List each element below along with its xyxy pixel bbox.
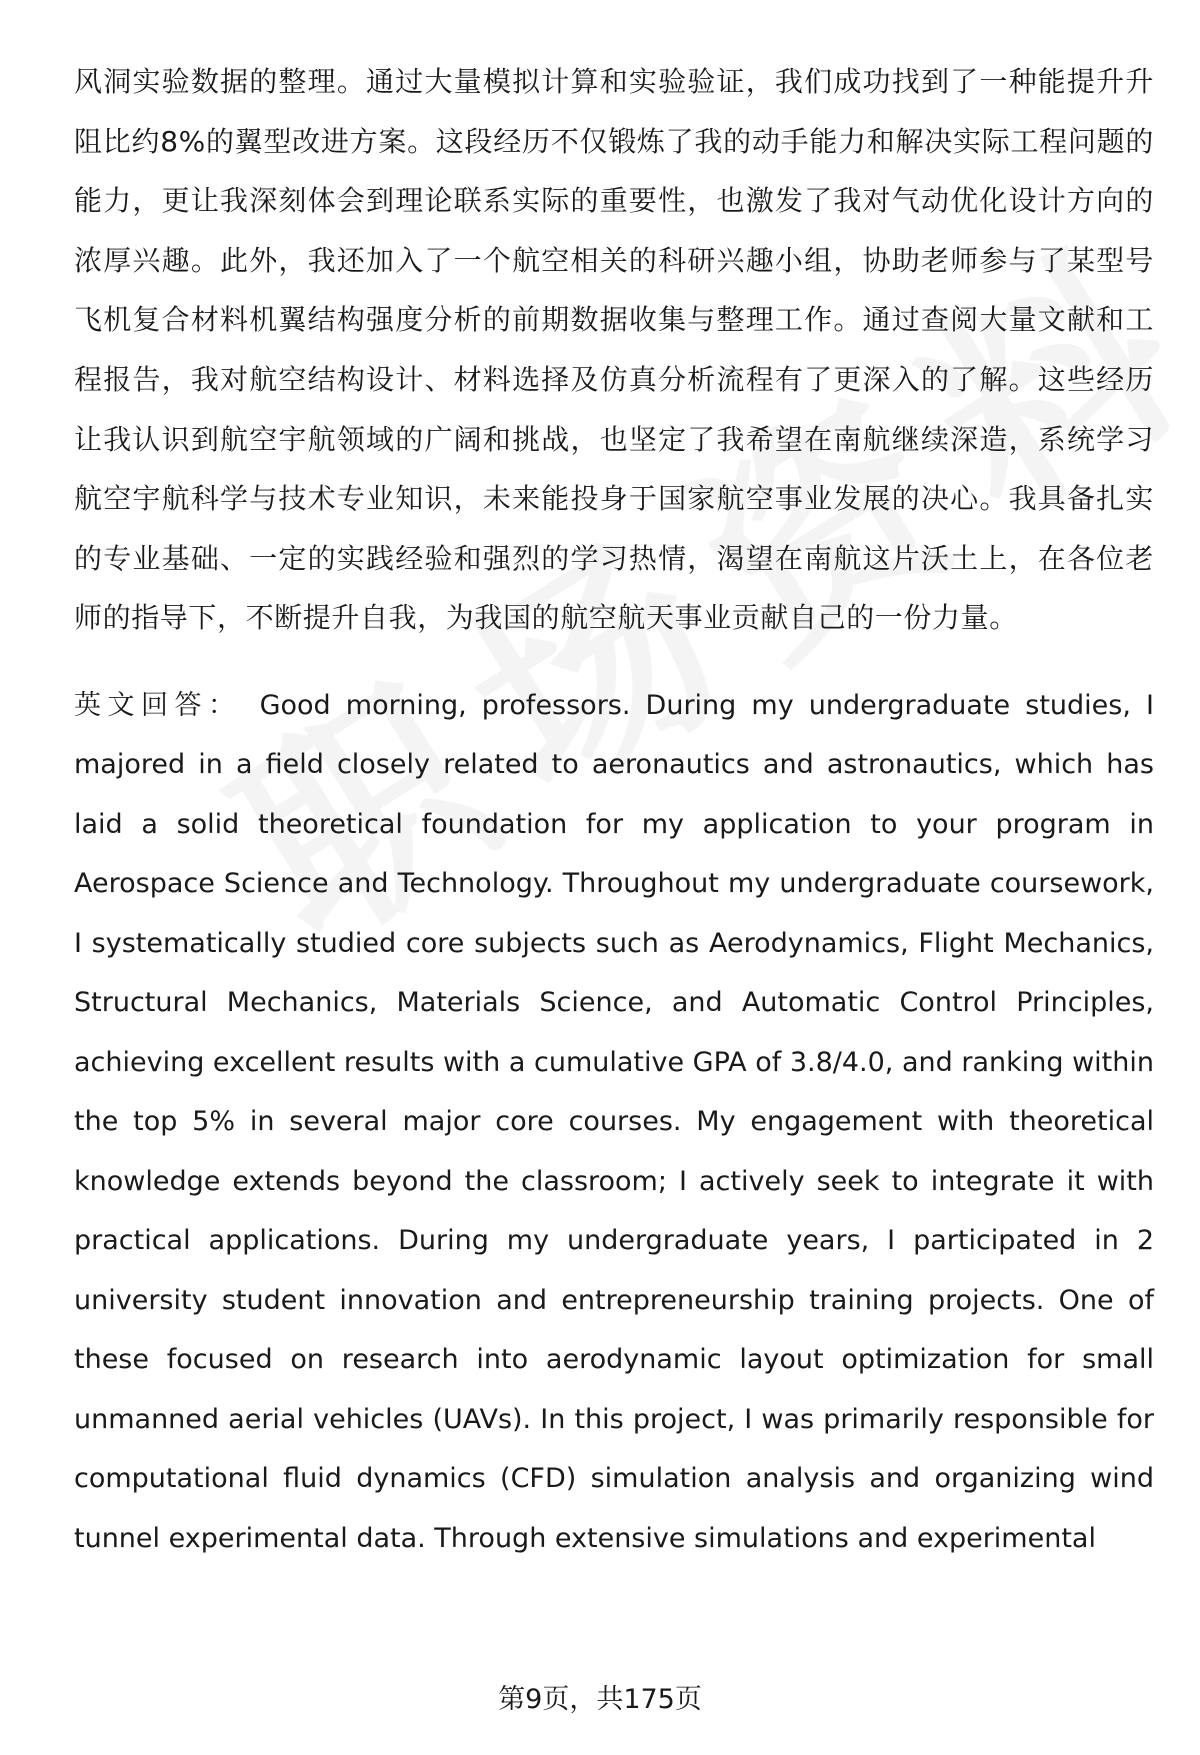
english-answer-label: 英文回答：	[74, 689, 242, 721]
paragraph-english	[74, 676, 1154, 1569]
paragraph-chinese: 风洞实验数据的整理。通过大量模拟计算和实验验证，我们成功找到了一种能提升升阻比约8%的翼型改进方案。这段经历不仅锻炼了我的动手能力和解决实际工程问题的能力，更让我深刻体会到理论联系实际的重要性，也激发了我对气动优化设计方向的浓厚兴趣。此外，我还加入了一个航空相关的科研兴趣小组，协助老师参与了某型号飞机复合材料机翼结构强度分析的前期数据收集与整理工作。通过查阅大量文献和工程报告，我对航空结构设计、材料选择及仿真分析流程有了更深入的了解。这些经历让我认识到航空宇航领域的广阔和挑战，也坚定了我希望在南航继续深造，系统学习航空宇航科学与技术专业知识，未来能投身于国家航空事业发展的决心。我具备扎实的专业基础、一定的实践经验和强烈的学习热情，渴望在南航这片沃土上，在各位老师的指导下，不断提升自我，为我国的航空航天事业贡献自己的一份力量。	[74, 65, 1154, 635]
english-answer-text: Good morning, professors. During my undergraduate studies, I majored in a field closely related to aeronautics and astronautics, which has laid a solid theoretical foundation for my application to your program in Aerospace Science and Technology. Throughout my undergraduate coursework, I systematically studied core subjects such as Aerodynamics, Flight Mechanics, Structural Mechanics, Materials Science, and Automatic Control Principles, achieving excellent results with a cumulative GPA of 3.8/4.0, and ranking within the top 5% in several major core courses. My engagement with theoretical knowledge extends beyond the classroom; I actively seek to integrate it with practical applications. During my undergraduate years, I participated in 2 university student innovation and entrepreneurship training projects. One of these focused on research into aerodynamic layout optimization for small unmanned aerial vehicles (UAVs). In this project, I was primarily responsible for computational fluid dynamics (CFD) simulation analysis and organizing wind tunnel experimental data. Through extensive simulations and experimental	[74, 689, 1154, 1554]
page-indicator: 第9页，共175页	[498, 1684, 702, 1715]
document-body	[74, 52, 1154, 1568]
